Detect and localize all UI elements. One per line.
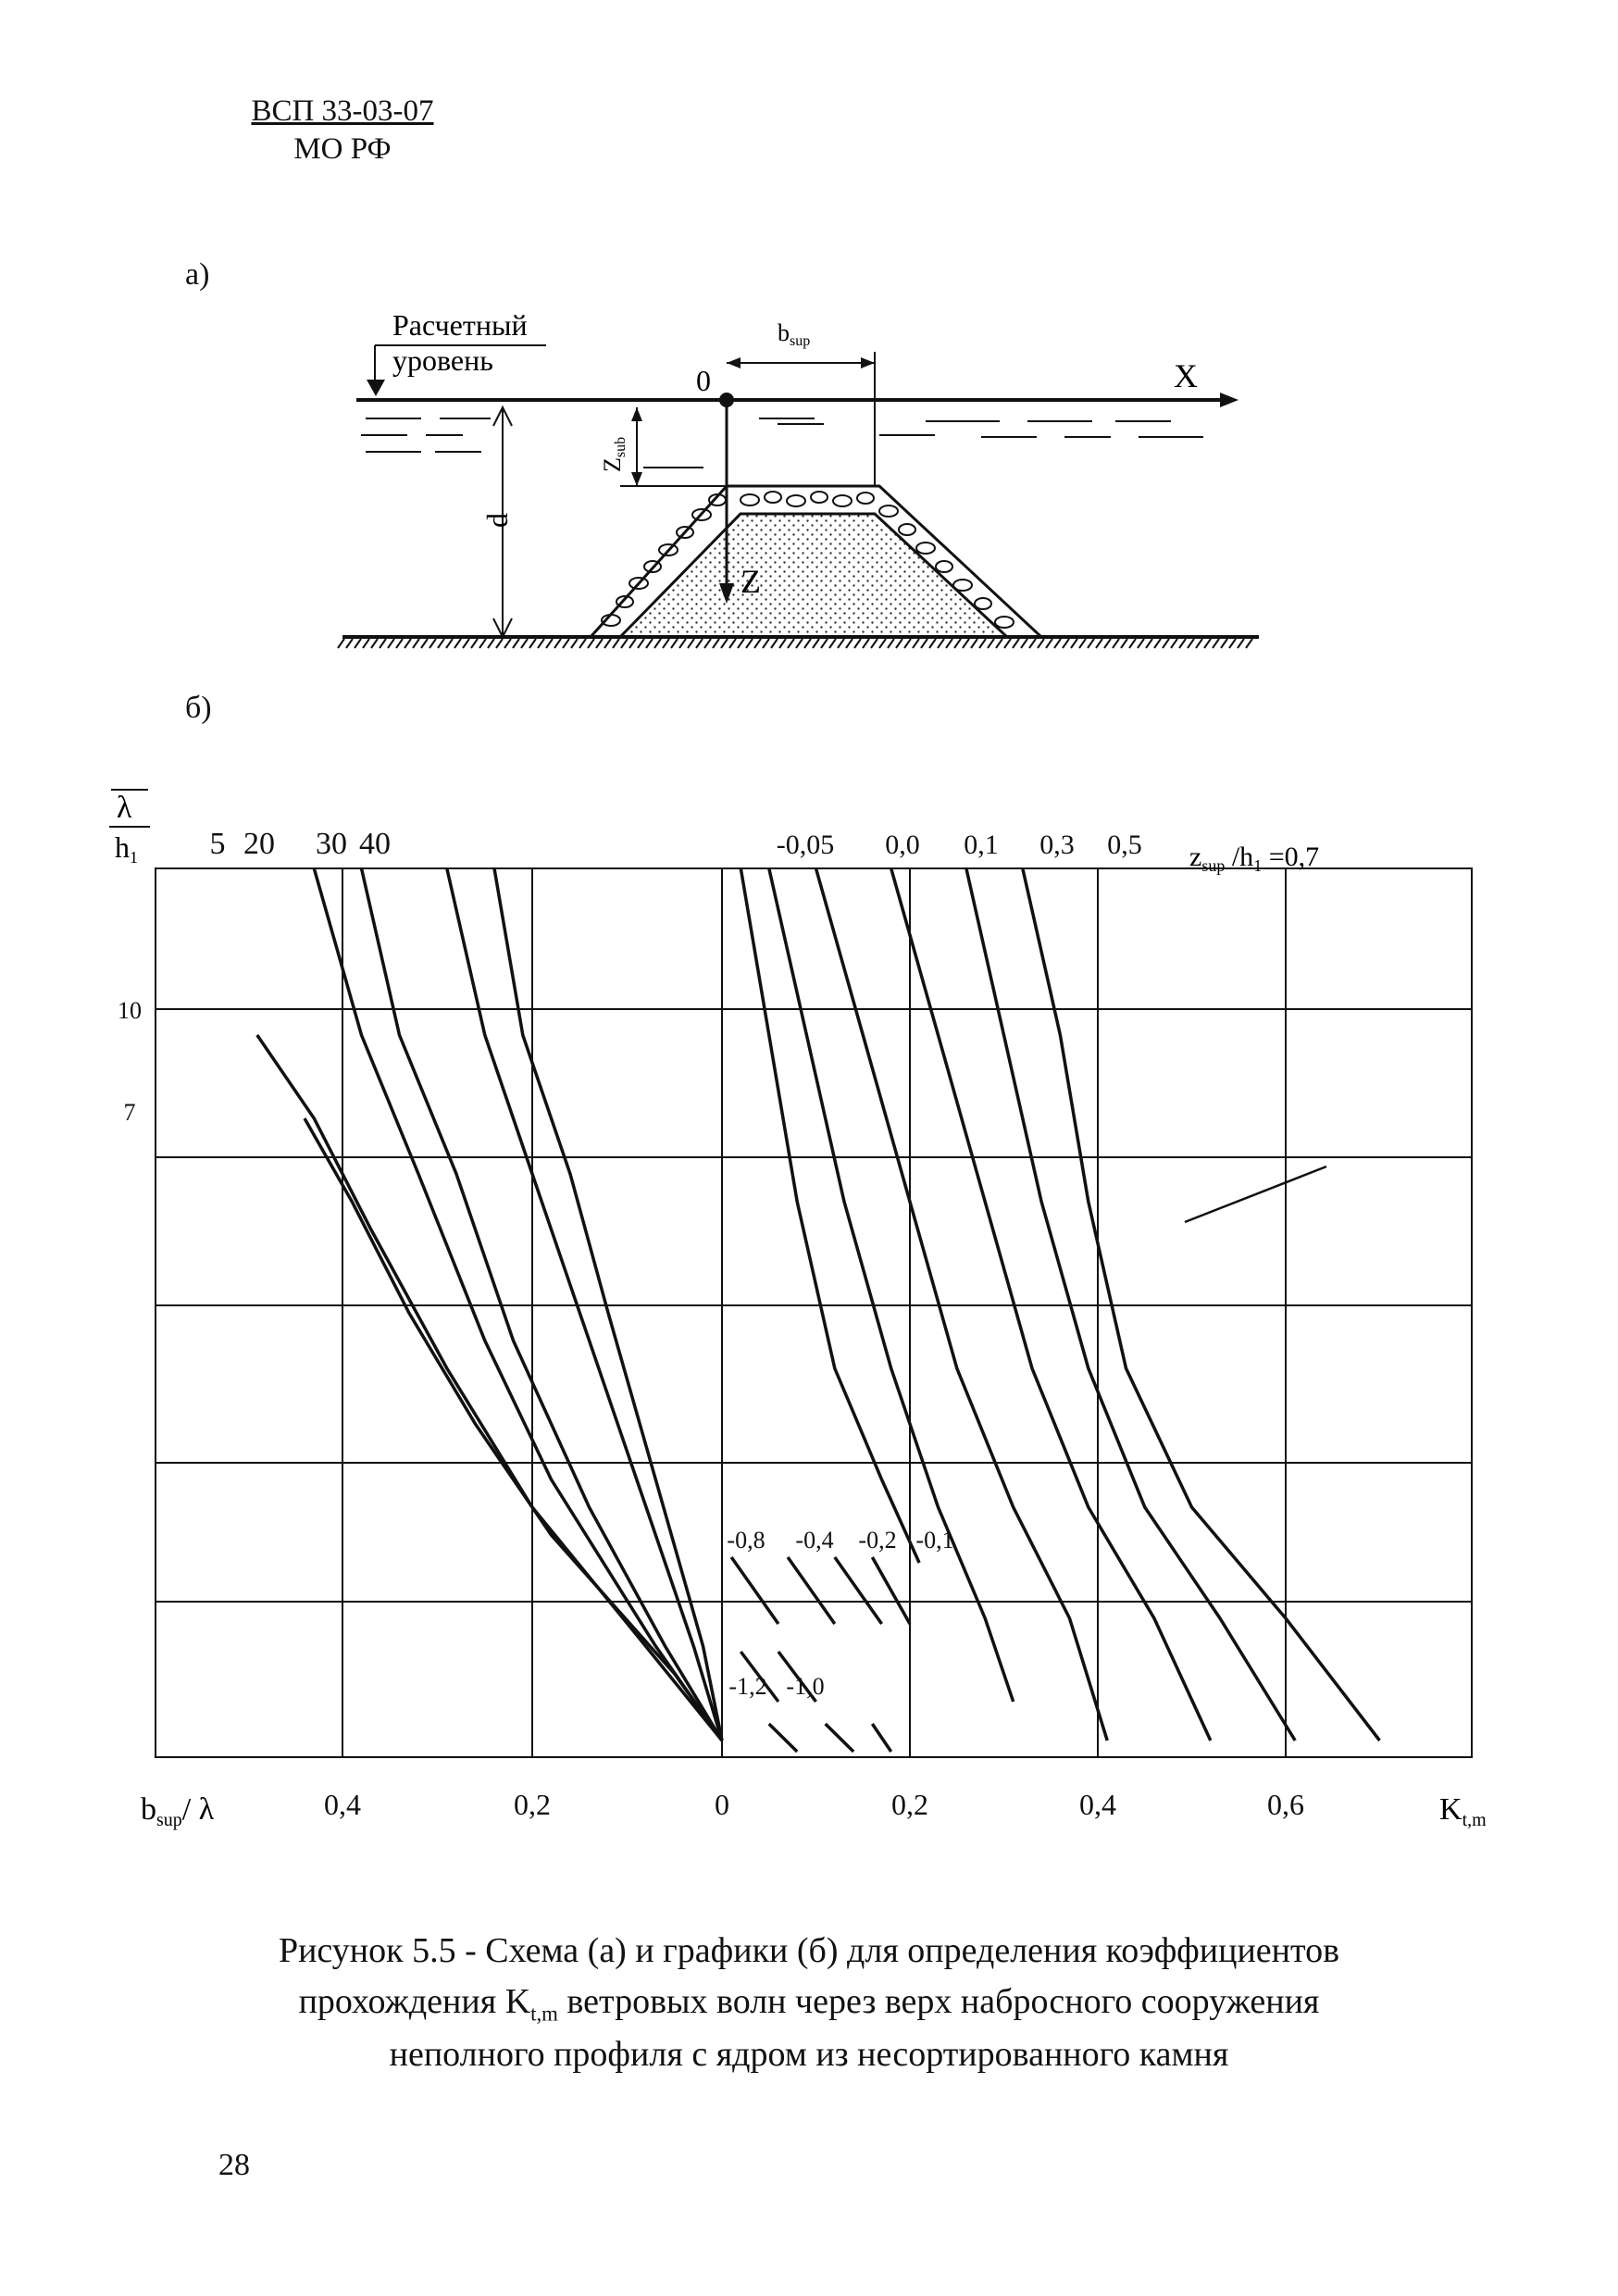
right-curve-label: 0,1 bbox=[964, 830, 999, 860]
mid-curve-label: -0,4 bbox=[795, 1527, 834, 1554]
left-curve-1 bbox=[257, 1035, 722, 1741]
zsub-label: Zsub bbox=[599, 436, 629, 472]
right-x-tick-label: 0,2 bbox=[891, 1788, 928, 1821]
short-curve-segment-8 bbox=[872, 1724, 890, 1752]
short-curve-segment-0 bbox=[731, 1557, 778, 1624]
design-level-label-line2: уровень bbox=[392, 343, 493, 377]
right-curve-1 bbox=[769, 868, 1014, 1702]
left-x-axis-label: $b_{sup}/$ λ bbox=[141, 1792, 215, 1830]
right-curve-label: 0,3 bbox=[1039, 830, 1075, 860]
left-curve-label: 20 bbox=[243, 827, 275, 861]
right-x-tick-label: 0,6 bbox=[1267, 1788, 1304, 1821]
mid-curve-label: -0,2 bbox=[858, 1527, 897, 1554]
y-tick-label: 10 bbox=[118, 997, 142, 1024]
panel-b-label: б) bbox=[185, 691, 212, 725]
chart-tick-labels bbox=[118, 827, 1304, 1821]
caption-line-1: Рисунок 5.5 - Схема (а) и графики (б) для определения коэффициентов bbox=[278, 1931, 1340, 1970]
caption-line-3: неполного профиля с ядром из несортированного камня bbox=[389, 2034, 1229, 2074]
page-number: 28 bbox=[218, 2148, 250, 2182]
short-curve-segment-6 bbox=[769, 1724, 797, 1752]
figure-caption bbox=[139, 1926, 1479, 2080]
left-curve-label: 5 bbox=[209, 827, 226, 861]
low-curve-label: -1,0 bbox=[786, 1673, 825, 1700]
zsup-curve-note: $z_{sup}$ $/h_1 =0,7$ bbox=[1189, 842, 1320, 875]
y-axis-label-numerator: λ bbox=[117, 791, 132, 825]
left-x-tick-label: 0 bbox=[715, 1788, 729, 1821]
origin-label: 0 bbox=[696, 364, 711, 397]
mid-curve-label: -0,1 bbox=[915, 1527, 954, 1554]
y-axis-label-denominator: h1 bbox=[115, 830, 138, 867]
right-curve-label: 0,5 bbox=[1107, 830, 1142, 860]
low-curve-label: -1,2 bbox=[728, 1673, 767, 1700]
document-organization: МО РФ bbox=[293, 132, 392, 167]
left-curve-0 bbox=[305, 1118, 722, 1741]
short-curve-segment-3 bbox=[872, 1557, 910, 1624]
x-axis-label: X bbox=[1174, 357, 1198, 394]
short-curve-segment-1 bbox=[788, 1557, 835, 1624]
right-x-tick-label: 0,4 bbox=[1079, 1788, 1116, 1821]
left-curve-label: 30 bbox=[316, 827, 347, 861]
design-level-label-line1: Расчетный bbox=[392, 308, 528, 342]
right-curve-0 bbox=[741, 868, 919, 1563]
bsup-label: bsup bbox=[778, 319, 811, 349]
depth-label: d bbox=[480, 513, 514, 528]
zsup-leader-line bbox=[1185, 1167, 1326, 1222]
caption-line-2: прохождения $K_{t,m}$ ветровых волн через верх набросного сооружения bbox=[298, 1982, 1320, 2026]
short-curve-segment-7 bbox=[826, 1724, 853, 1752]
panel-a-label: а) bbox=[185, 257, 210, 292]
short-curve-segment-2 bbox=[835, 1557, 882, 1624]
left-x-tick-label: 0,2 bbox=[514, 1788, 551, 1821]
right-curve-label: 0,0 bbox=[885, 830, 920, 860]
chart-curves bbox=[257, 868, 1380, 1752]
z-axis-label: Z bbox=[741, 563, 761, 600]
mid-curve-label: -0,8 bbox=[727, 1527, 765, 1554]
document-code: ВСП 33-03-07 bbox=[251, 94, 434, 128]
left-x-tick-label: 0,4 bbox=[324, 1788, 361, 1821]
left-curve-label: 40 bbox=[359, 827, 391, 861]
right-curve-label: -0,05 bbox=[776, 830, 835, 860]
right-x-axis-label: $K_{t,m}$ bbox=[1439, 1792, 1487, 1830]
y-tick-label: 7 bbox=[123, 1099, 136, 1126]
